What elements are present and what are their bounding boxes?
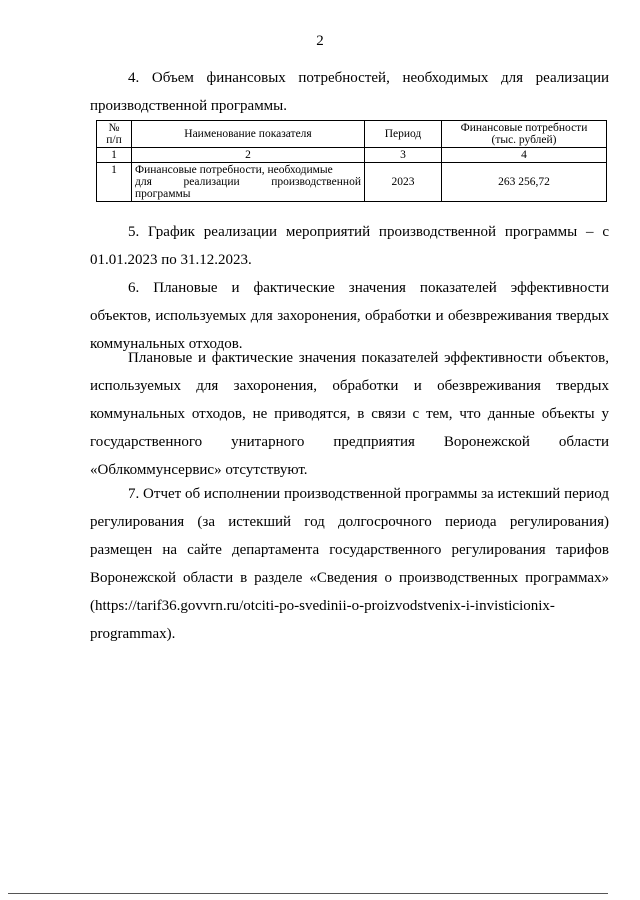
section-6-body xyxy=(90,344,609,484)
index-cell: 1 xyxy=(97,148,132,163)
bottom-rule xyxy=(8,893,608,894)
row-num: 1 xyxy=(97,163,132,202)
section-6-body-line: Плановые и фактические значения показателей эффективности объектов, xyxy=(128,350,609,366)
section-7-link-line: (https://tarif36.govvrn.ru/otciti-po-svedinii-o-proizvodstvenix-i-invisticionix- xyxy=(90,598,555,614)
section-7-line: размещен на сайте департамента государственного регулирования тарифов xyxy=(90,542,609,558)
header-name: Наименование показателя xyxy=(132,121,365,148)
table-index-row xyxy=(97,148,607,163)
section-7-line: 7. Отчет об исполнении производственной программы за истекший период xyxy=(128,486,609,502)
section-5-line: 5. График реализации мероприятий производственной программы – с xyxy=(128,224,609,240)
index-cell: 4 xyxy=(442,148,607,163)
section-4-heading xyxy=(90,64,609,120)
section-4-line: 4. Объем финансовых потребностей, необходимых для реализации xyxy=(128,70,609,86)
section-6-body-line: «Облкоммунсервис» отсутствуют. xyxy=(90,462,308,478)
section-5-line: 01.01.2023 по 31.12.2023. xyxy=(90,252,252,268)
section-6-line: объектов, используемых для захоронения, обработки и обезвреживания твердых xyxy=(90,308,609,324)
row-period: 2023 xyxy=(365,163,442,202)
section-6-body-line: используемых для захоронения, обработки и обезвреживания твердых xyxy=(90,378,609,394)
section-6-body-line: коммунальных отходов, не приводятся, в связи с тем, что данные объекты у xyxy=(90,406,609,422)
section-7-line: регулирования (за истекший год долгосрочного периода регулирования) xyxy=(90,514,609,530)
section-7-line: Воронежской области в разделе «Сведения о производственных программах» xyxy=(90,570,609,586)
header-financial: Финансовые потребности (тыс. рублей) xyxy=(442,121,607,148)
header-period: Период xyxy=(365,121,442,148)
section-6-body-line: государственного унитарного предприятия Воронежской области xyxy=(90,434,609,450)
row-value: 263 256,72 xyxy=(442,163,607,202)
section-6-line: 6. Плановые и фактические значения показателей эффективности xyxy=(128,280,609,296)
section-7 xyxy=(90,480,609,648)
table-row xyxy=(97,163,607,202)
index-cell: 2 xyxy=(132,148,365,163)
table-header-row xyxy=(97,121,607,148)
header-num: № п/п xyxy=(97,121,132,148)
page-number: 2 xyxy=(316,33,324,49)
row-name: Финансовые потребности, необходимые для реализации производственной программы xyxy=(132,163,365,202)
section-6-line: коммунальных отходов. xyxy=(90,336,243,352)
financial-needs-table xyxy=(96,120,607,202)
section-7-link-line: programmax). xyxy=(90,626,176,642)
section-5 xyxy=(90,218,609,274)
section-4-line: производственной программы. xyxy=(90,98,288,114)
index-cell: 3 xyxy=(365,148,442,163)
